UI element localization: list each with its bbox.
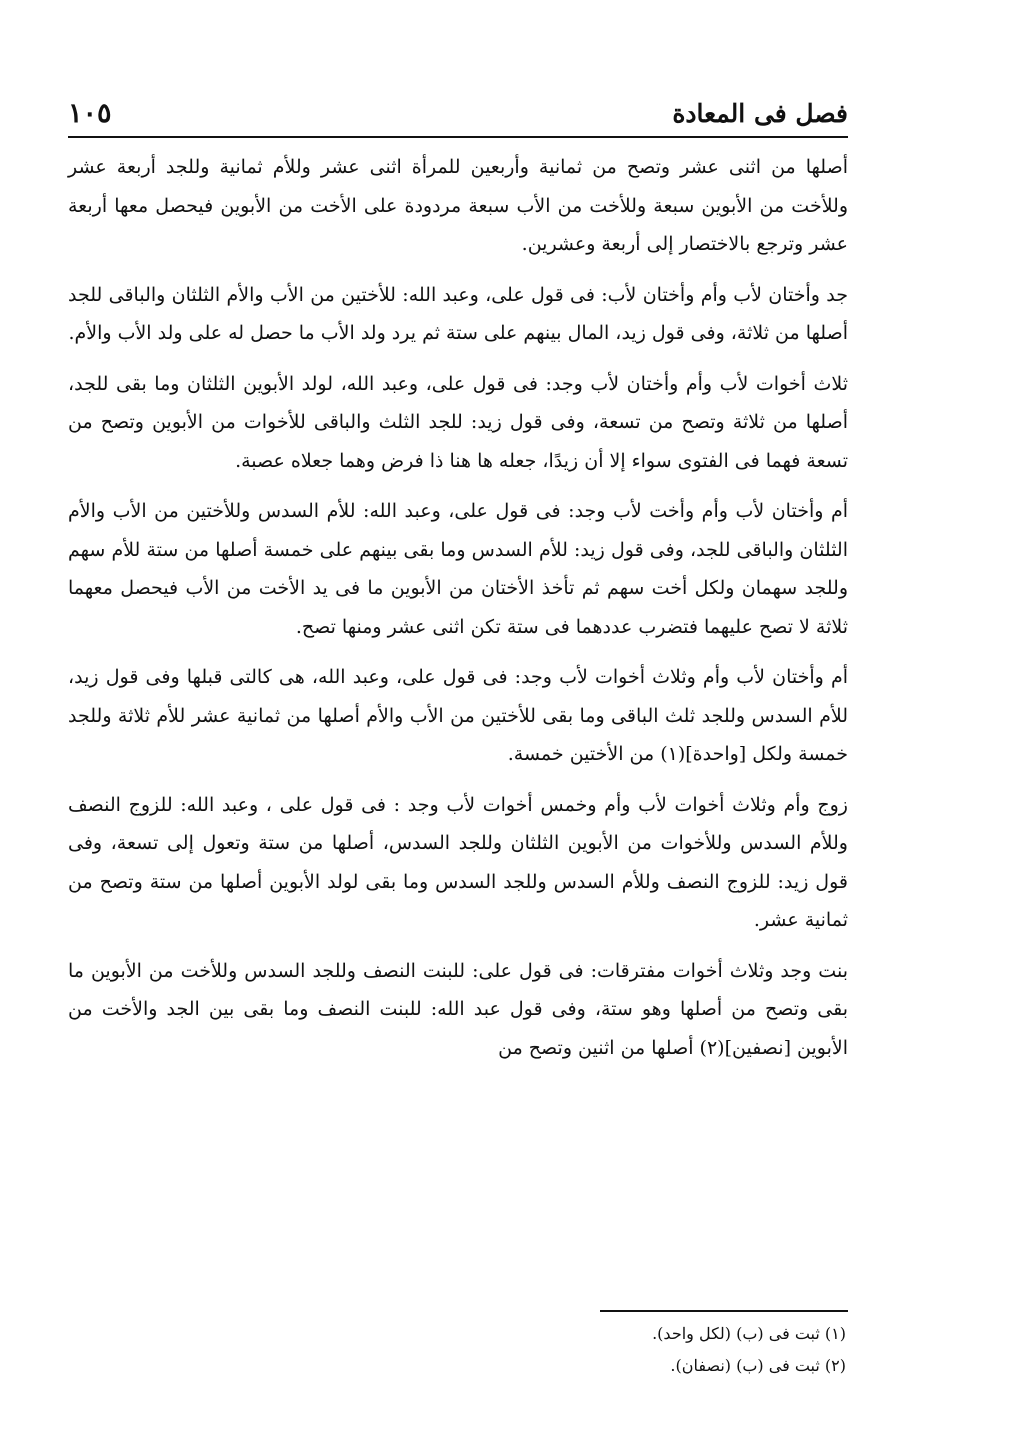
paragraph-5: أم وأختان لأب وأم وثلاث أخوات لأب وجد: فى قول على، وعبد الله، هى كالتى قبلها وفى قول زيد، للأم السدس وللجد ثلث الباقى وما بقى للأختين من الأب والأم أصلها من ثمانية عشر للأم ثلاثة وللجد خمسة ولكل [واحدة](١) من الأختين خمسة. (68, 666, 848, 765)
paragraph-1: أصلها من اثنى عشر وتصح من ثمانية وأربعين للمرأة اثنى عشر وللأم ثمانية وللجد أربعة عشر وللأخت من الأبوين سبعة وللأخت من الأب سبعة مردودة على الأخت من الأبوين فيحصل معها أربعة عشر وترجع بالاختصار إلى أربعة وعشرين. (68, 156, 848, 255)
header-divider (68, 136, 848, 138)
paragraph-7: بنت وجد وثلاث أخوات مفترقات: فى قول على: للبنت النصف وللجد السدس وللأخت من الأبوين ما بقى وتصح من أصلها وهو ستة، وفى قول عبد الله: للبنت النصف وما بقى بين الجد والأخت من الأبوين [نصفين](٢) أصلها من اثنين وتصح من (68, 959, 848, 1059)
page-number: ١٠٥ (68, 98, 112, 129)
running-header (68, 88, 848, 132)
main-text (68, 148, 848, 1079)
chapter-title: فصل فى المعادة (672, 99, 848, 128)
footnote-2: (٢) ثبت فى (ب) (نصفان). (670, 1356, 846, 1375)
footnotes (68, 1318, 846, 1382)
footnote-1: (١) ثبت فى (ب) (لكل واحد). (652, 1324, 846, 1343)
paragraph-4: أم وأختان لأب وأم وأخت لأب وجد: فى قول على، وعبد الله: للأم السدس وللأختين من الأب والأم الثلثان والباقى للجد، وفى قول زيد: للأم السدس وما بقى بينهم على خمسة أصلها من ستة للأم سهم وللجد سهمان ولكل أخت سهم ثم تأخذ الأختان من الأبوين ما فى يد الأخت من الأب فيحصل معهما ثلاثة لا تصح عليهما فتضرب عددهما فى ستة تكن اثنى عشر ومنها تصح. (68, 500, 848, 638)
paragraph-6: زوج وأم وثلاث أخوات لأب وأم وخمس أخوات لأب وجد : فى قول على ، وعبد الله: للزوج النصف وللأم السدس وللأخوات من الأبوين الثلثان وللجد السدس، أصلها من ستة وتعول إلى تسعة، وفى قول زيد: للزوج النصف وللأم السدس وللجد السدس وما بقى لولد الأبوين أصلها من ستة وتصح من ثمانية عشر. (68, 793, 848, 931)
paragraph-3: ثلاث أخوات لأب وأم وأختان لأب وجد: فى قول على، وعبد الله، لولد الأبوين الثلثان وما بقى للجد، أصلها من ثلاثة وتصح من تسعة، وفى قول زيد: للجد الثلث والباقى للأخوات من الأبوين وتصح من تسعة فهما فى الفتوى سواء إلا أن زيدًا، جعله ها هنا ذا فرض وهما جعلاه عصبة. (68, 372, 848, 472)
footnote-divider (600, 1310, 848, 1312)
paragraph-2: جد وأختان لأب وأم وأختان لأب: فى قول على، وعبد الله: للأختين من الأب والأم الثلثان والباقى للجد أصلها من ثلاثة، وفى قول زيد، المال بينهم على ستة ثم يرد ولد الأب ما حصل له على ولد الأب والأم. (68, 283, 848, 344)
